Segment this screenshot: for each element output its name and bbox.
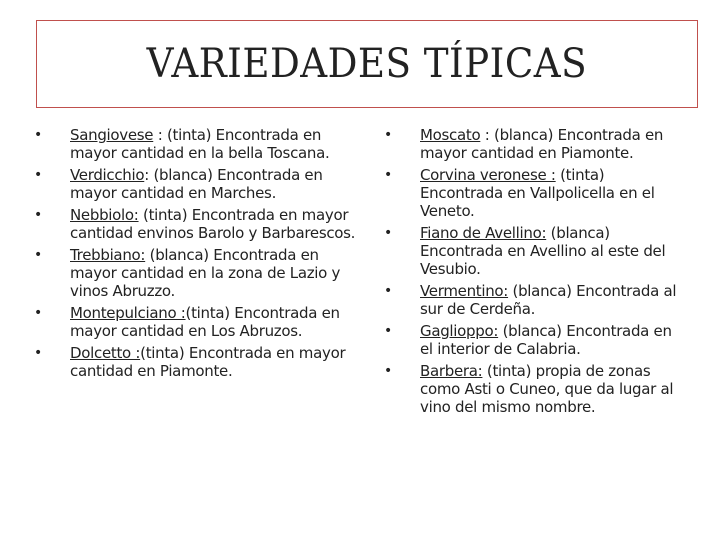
list-item [30, 304, 360, 340]
variety-description: (tinta) Encontrada en mayor cantidad en Piamonte. [70, 344, 346, 380]
list-item [30, 344, 360, 380]
variety-name: Fiano de Avellino: [420, 224, 547, 242]
list-item [380, 322, 685, 358]
variety-name: Vermentino: [420, 282, 509, 300]
variety-description: (blanca) Encontrada al sur de Cerdeña. [420, 282, 677, 318]
variety-name: Gaglioppo: [420, 322, 499, 340]
list-item [380, 166, 685, 220]
variety-name: Moscato [420, 126, 481, 144]
variety-description: (tinta) Encontrada en mayor cantidad en Los Abruzos. [70, 304, 340, 340]
variety-name: Sangiovese [70, 126, 154, 144]
bullet-icon: • [384, 363, 392, 379]
list-item [30, 166, 360, 202]
bullet-icon: • [34, 345, 42, 361]
variety-description: (tinta) Encontrada en mayor cantidad envinos Barolo y Barbarescos. [70, 206, 356, 242]
list-item [380, 126, 685, 162]
variety-description: : (tinta) Encontrada en mayor cantidad en la bella Toscana. [70, 126, 330, 162]
bullet-icon: • [34, 207, 42, 223]
list-item [30, 126, 360, 162]
variety-name: Barbera: [420, 362, 483, 380]
title-box [36, 20, 698, 108]
variety-description: (blanca) Encontrada en Avellino al este del Vesubio. [420, 224, 666, 278]
variety-description: : (blanca) Encontrada en mayor cantidad en Marches. [70, 166, 323, 202]
list-item [30, 206, 360, 242]
variety-description: (tinta) Encontrada en Vallpolicella en el Veneto. [420, 166, 655, 220]
list-item [380, 282, 685, 318]
variety-name: Corvina veronese : [420, 166, 556, 184]
left-variety-list [30, 126, 360, 384]
variety-name: Dolcetto : [70, 344, 141, 362]
bullet-icon: • [384, 127, 392, 143]
variety-description: (blanca) Encontrada en el interior de Calabria. [420, 322, 672, 358]
variety-name: Montepulciano : [70, 304, 186, 322]
page-title: VARIEDADES TÍPICAS [146, 41, 588, 87]
bullet-icon: • [384, 167, 392, 183]
variety-description: : (blanca) Encontrada en mayor cantidad en Piamonte. [420, 126, 664, 162]
variety-name: Nebbiolo: [70, 206, 139, 224]
bullet-icon: • [34, 305, 42, 321]
bullet-icon: • [34, 247, 42, 263]
bullet-icon: • [34, 127, 42, 143]
bullet-icon: • [384, 323, 392, 339]
right-variety-list [380, 126, 685, 420]
list-item [30, 246, 360, 300]
list-item [380, 362, 685, 416]
variety-name: Verdicchio [70, 166, 145, 184]
bullet-icon: • [384, 283, 392, 299]
variety-description: (blanca) Encontrada en mayor cantidad en la zona de Lazio y vinos Abruzzo. [70, 246, 341, 300]
variety-description: (tinta) propia de zonas como Asti o Cuneo, que da lugar al vino del mismo nombre. [420, 362, 674, 416]
bullet-icon: • [34, 167, 42, 183]
bullet-icon: • [384, 225, 392, 241]
variety-name: Trebbiano: [70, 246, 146, 264]
list-item [380, 224, 685, 278]
